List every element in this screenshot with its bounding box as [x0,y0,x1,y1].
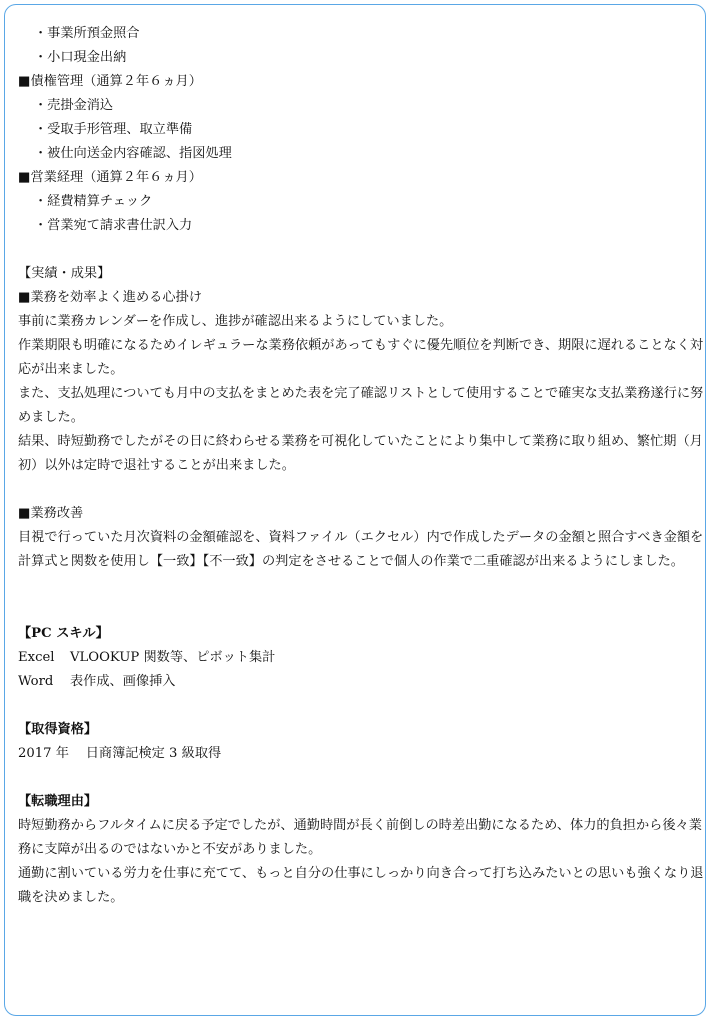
list-item: ・被仕向送金内容確認、指図処理 [34,146,232,161]
paragraph: 作業期限も明確になるためイレギュラーな業務依頼があってもすぐに優先順位を判断でき、期限に遅れることなく対応が出来ました。 [18,338,704,377]
paragraph: また、支払処理についても月中の支払をまとめた表を完了確認リストとして使用することで確実な支払業務遂行に努めました。 [18,386,704,425]
skill-row [18,670,704,694]
paragraph: 目視で行っていた月次資料の金額確認を、資料ファイル（エクセル）内で作成したデータの金額と照合すべき金額を計算式と関数を使用し【一致】【不一致】の判定をさせることで個人の作業で二重確認が出来るようにしました。 [18,530,704,569]
qualification-detail: 日商簿記検定 3 級取得 [85,746,222,761]
receivables-heading: ■債権管理（通算２年６ヵ月） [18,74,202,89]
reason-heading: 【転職理由】 [18,794,98,809]
paragraph: 事前に業務カレンダーを作成し、進捗が確認出来るようにしていました。 [18,314,453,329]
qualifications-heading: 【取得資格】 [18,722,98,737]
list-item: ・受取手形管理、取立準備 [34,122,193,137]
list-item: ・売掛金消込 [34,98,114,113]
paragraph: 時短勤務からフルタイムに戻る予定でしたが、通勤時間が長く前倒しの時差出勤になるため、体力的負担から後々業務に支障が出るのではないかと不安がありました。 [18,818,702,857]
skill-detail: 表作成、画像挿入 [70,674,176,689]
list-item: ・事業所預金照合 [34,26,140,41]
list-item: ・営業宛て請求書仕訳入力 [34,218,193,233]
list-item: ・経費精算チェック [34,194,153,209]
skill-app: Word [18,674,54,689]
qualification-year: 2017 年 [18,746,69,761]
list-item: ・小口現金出納 [34,50,127,65]
skill-detail: VLOOKUP 関数等、ピボット集計 [70,650,276,665]
resume-body [18,22,704,910]
achievements-heading: 【実績・成果】 [18,266,111,281]
pc-skills-heading: 【PC スキル】 [18,626,109,641]
paragraph: 通勤に割いている労力を仕事に充てて、もっと自分の仕事にしっかり向き合って打ち込みたいとの思いも強くなり退職を決めました。 [18,866,704,905]
skill-app: Excel [18,650,55,665]
paragraph: 結果、時短勤務でしたがその日に終わらせる業務を可視化していたことにより集中して業務に取り組め、繁忙期（月初）以外は定時で退社することが出来ました。 [18,434,703,473]
improvement-subheading: ■業務改善 [18,506,84,521]
skill-row [18,646,704,670]
qualification-row [18,742,704,766]
achievements-subheading: ■業務を効率よく進める心掛け [18,290,202,305]
sales-accounting-heading: ■営業経理（通算２年６ヵ月） [18,170,202,185]
